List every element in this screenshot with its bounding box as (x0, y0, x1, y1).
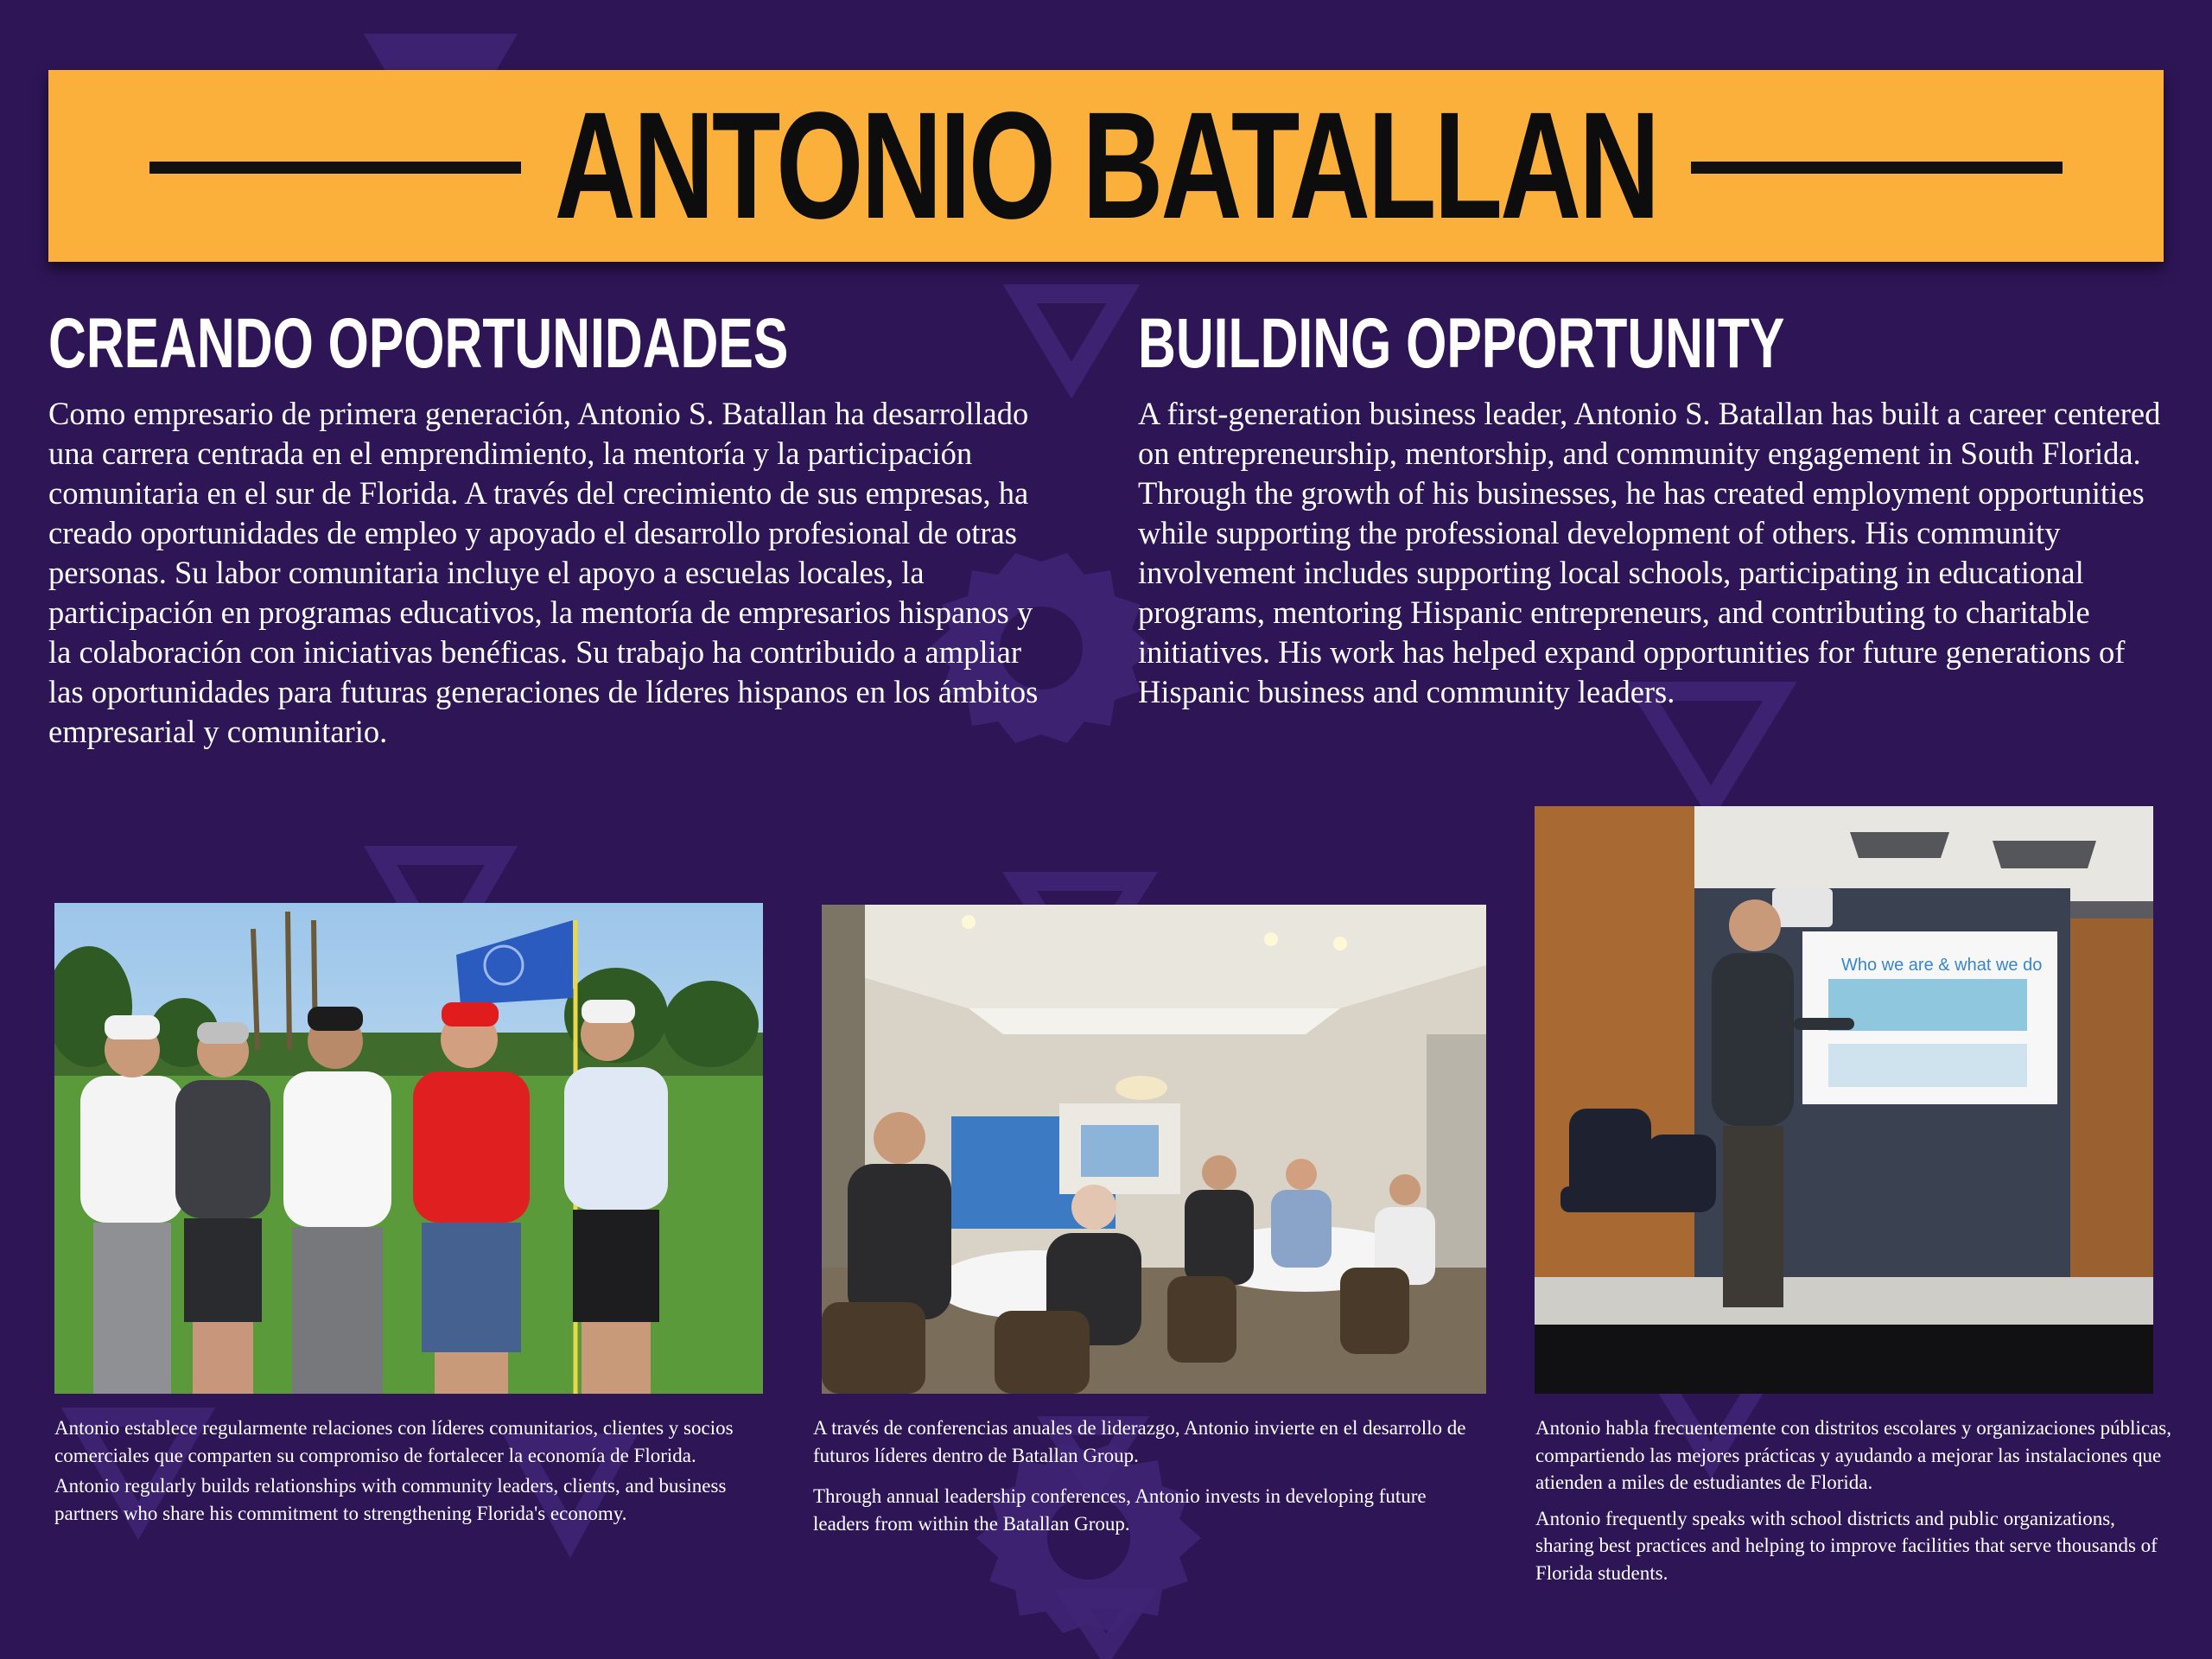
golf-caption-block (54, 1414, 772, 1527)
conference-caption-spanish: A través de conferencias anuales de liderazgo, Antonio invierte en el desarrollo de futuros líderes dentro de Batallan Group. (813, 1417, 1466, 1466)
spanish-heading: CREANDO OPORTUNIDADES (48, 304, 789, 383)
presentation-photo (1535, 806, 2153, 1394)
english-heading: BUILDING OPPORTUNITY (1138, 304, 1785, 383)
presentation-caption-english: Antonio frequently speaks with school districts and public organizations, sharing best practices and helping to improve facilities that serve thousands of Florida students. (1535, 1507, 2158, 1584)
conference-caption-block (813, 1414, 1470, 1537)
spanish-body: Como empresario de primera generación, Antonio S. Batallan ha desarrollado una carrera centrada en el emprendimiento, la mentoría y la participación comunitaria en el sur de Florida. A través del crecimiento de sus empresas, ha creado oportunidades de empleo y apoyado el desarrollo profesional de otras personas. Su labor comunitaria incluye el apoyo a escuelas locales, la participación en programas educativos, la mentoría de empresarios hispanos y la colaboración con iniciativas benéficas. Su trabajo ha contribuido a ampliar las oportunidades para futuras generaciones de líderes hispanos en los ámbitos empresarial y comunitario. (48, 396, 1039, 749)
title-banner (48, 70, 2164, 262)
presentation-caption-block (1535, 1414, 2175, 1586)
golf-group-photo (54, 903, 763, 1394)
golf-caption-english: Antonio regularly builds relationships with community leaders, clients, and business partners who share his commitment to strengthening Florida's economy. (54, 1475, 727, 1524)
conference-caption-english: Through annual leadership conferences, Antonio invests in developing future leaders from within the Batallan Group. (813, 1485, 1427, 1535)
presentation-caption-spanish: Antonio habla frecuentemente con distritos escolares y organizaciones públicas, compartiendo las mejores prácticas y ayudando a mejorar las instalaciones que atienden a miles de estudiantes de Florida. (1535, 1417, 2171, 1493)
golf-caption-spanish: Antonio establece regularmente relaciones con líderes comunitarios, clientes y socios comerciales que comparten su compromiso de fortalecer la economía de Florida. (54, 1417, 734, 1466)
conference-photo (822, 905, 1486, 1394)
slide-title: Who we are & what we do (1841, 956, 2043, 975)
banner-title: ANTONIO BATALLAN (554, 81, 1658, 251)
english-body: A first-generation business leader, Antonio S. Batallan has built a career centered on entrepreneurship, mentorship, and community engagement in South Florida. Through the growth of his businesses, he has created employment opportunities while supporting the professional development of others. His community involvement includes supporting local schools, participating in educational programs, mentoring Hispanic entrepreneurs, and contributing to charitable initiatives. His work has helped expand opportunities for future generations of Hispanic business and community leaders. (1138, 396, 2161, 709)
